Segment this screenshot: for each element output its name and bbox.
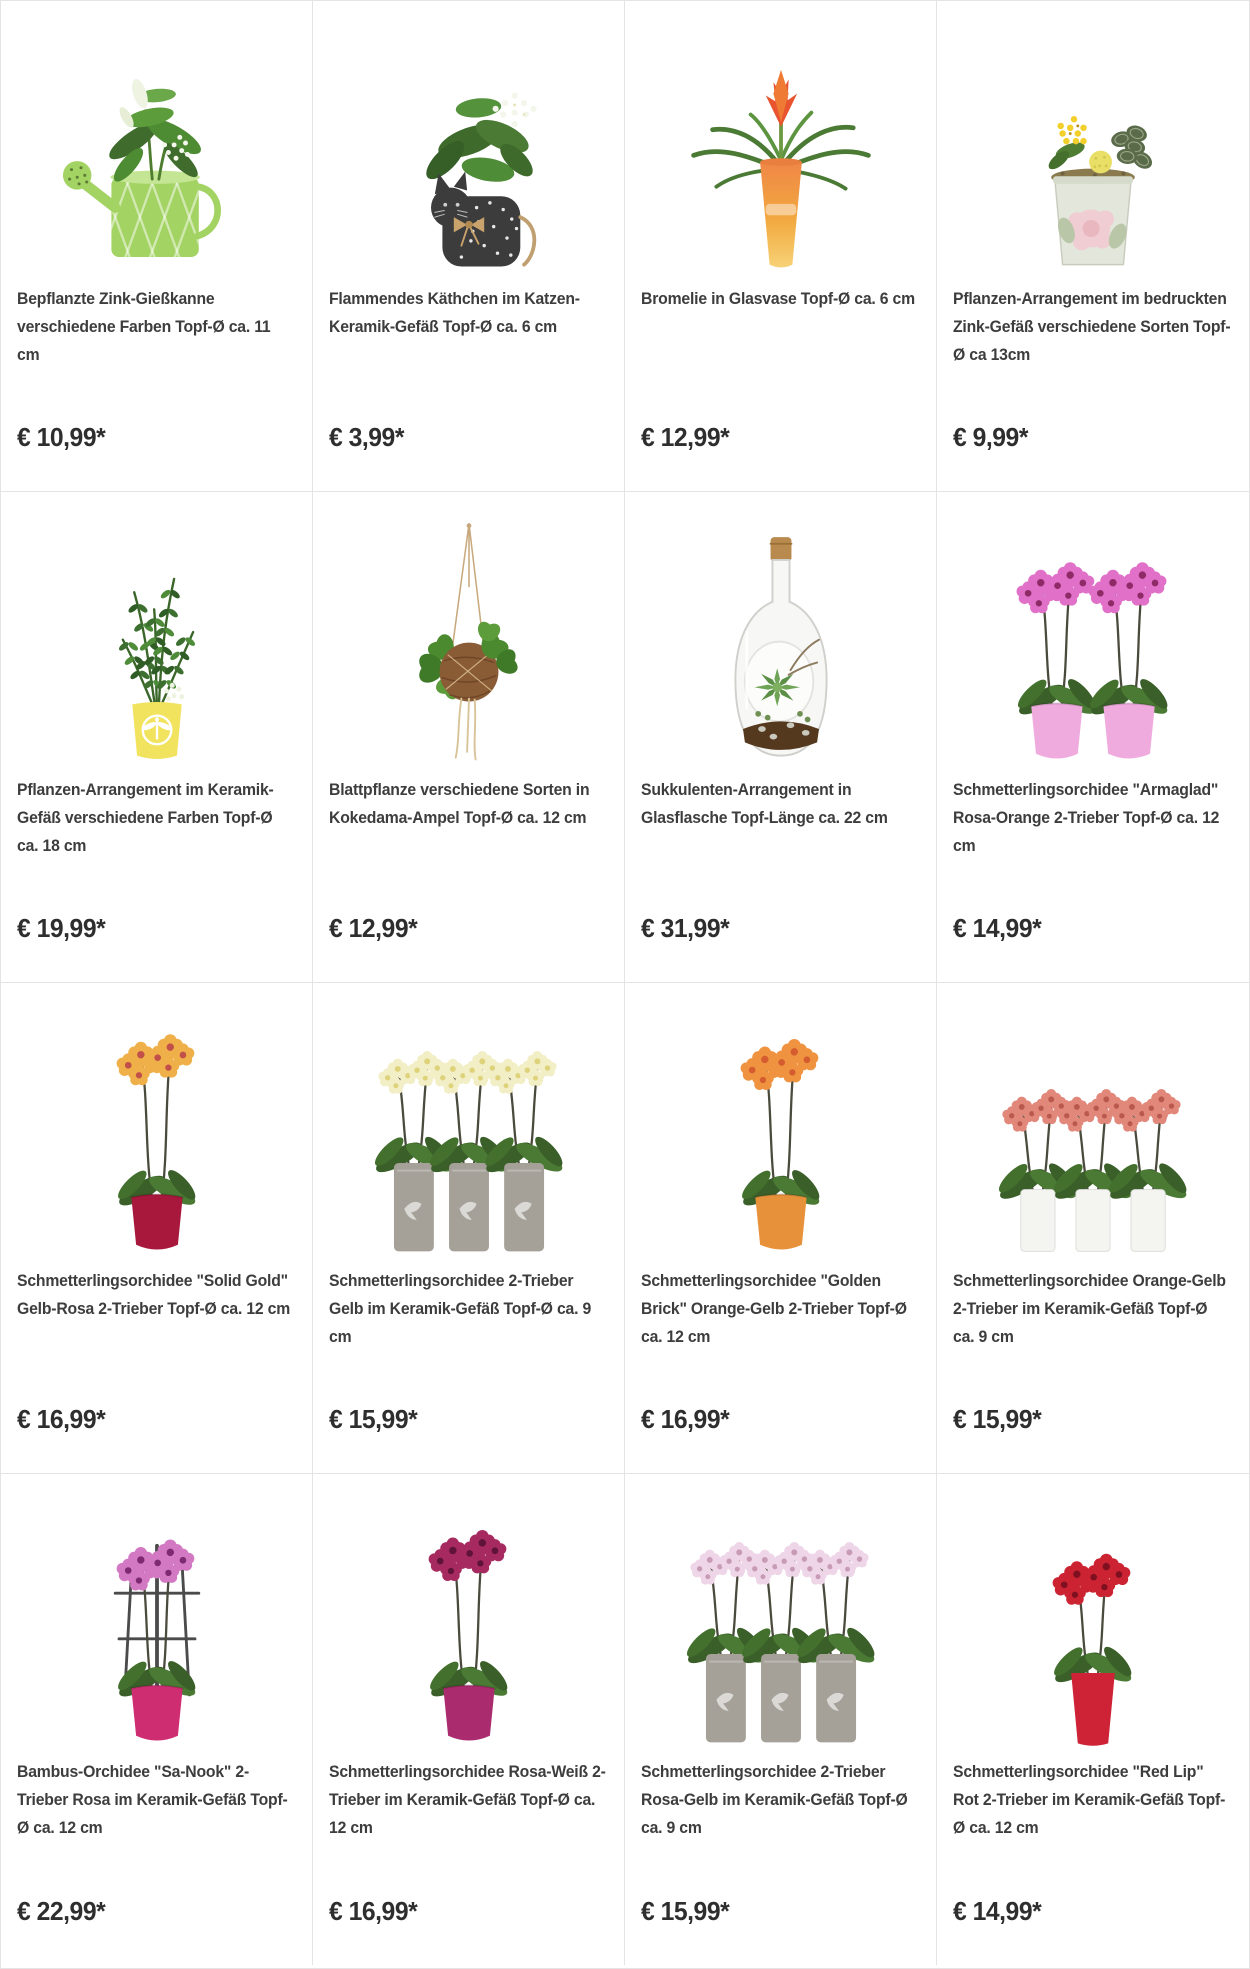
product-photo — [641, 1, 920, 279]
product-title: Bambus-Orchidee "Sa-Nook" 2-Trieber Rosa im Keramik-Gefäß Topf-Ø ca. 12 cm — [17, 1763, 288, 1837]
product-card[interactable] — [1, 492, 313, 983]
product-card[interactable] — [313, 1474, 625, 1965]
product-photo — [17, 983, 296, 1261]
product-title: Schmetterlingsorchidee "Solid Gold" Gelb-Rosa 2-Trieber Topf-Ø ca. 12 cm — [17, 1272, 291, 1318]
product-card[interactable] — [937, 1474, 1249, 1965]
product-photo — [641, 492, 920, 770]
product-photo — [329, 1, 608, 279]
product-card[interactable] — [937, 1, 1249, 492]
product-price: € 16,99* — [329, 1896, 418, 1926]
product-title: Bepflanzte Zink-Gießkanne verschiedene Farben Topf-Ø ca. 11 cm — [17, 290, 271, 364]
zz_pot-illustration — [43, 518, 271, 770]
product-photo — [17, 1, 296, 279]
product-photo — [641, 1474, 920, 1752]
product-card[interactable] — [937, 983, 1249, 1474]
product-title: Schmetterlingsorchidee Rosa-Weiß 2-Trieber im Keramik-Gefäß Topf-Ø ca. 12 cm — [329, 1763, 606, 1837]
product-title: Pflanzen-Arrangement im bedruckten Zink-Gefäß verschiedene Sorten Topf-Ø ca 13cm — [953, 290, 1231, 364]
orchid-illustration — [979, 1500, 1207, 1752]
product-title: Pflanzen-Arrangement im Keramik-Gefäß verschiedene Farben Topf-Ø ca. 18 cm — [17, 781, 274, 855]
product-card[interactable] — [625, 1, 937, 492]
product-card[interactable] — [313, 983, 625, 1474]
product-title: Sukkulenten-Arrangement in Glasflasche Topf-Länge ca. 22 cm — [641, 781, 888, 827]
orchid-illustration — [979, 518, 1207, 770]
product-card[interactable] — [1, 1, 313, 492]
product-title: Blattpflanze verschiedene Sorten in Kokedama-Ampel Topf-Ø ca. 12 cm — [329, 781, 590, 827]
product-photo — [953, 492, 1233, 770]
orchid-illustration — [43, 1009, 271, 1261]
orchid-illustration — [355, 1009, 583, 1261]
product-price: € 12,99* — [641, 422, 730, 452]
product-title: Schmetterlingsorchidee "Red Lip" Rot 2-Trieber im Keramik-Gefäß Topf-Ø ca. 12 cm — [953, 1763, 1226, 1837]
product-photo — [641, 983, 920, 1261]
product-title: Bromelie in Glasvase Topf-Ø ca. 6 cm — [641, 290, 915, 308]
product-photo — [329, 492, 608, 770]
watering_can-illustration — [43, 27, 271, 279]
product-card[interactable] — [313, 1, 625, 492]
product-price: € 15,99* — [953, 1404, 1042, 1434]
product-title: Flammendes Käthchen im Katzen-Keramik-Gefäß Topf-Ø ca. 6 cm — [329, 290, 580, 336]
bromeliad-illustration — [667, 27, 895, 279]
orchid-illustration — [667, 1500, 895, 1752]
product-title: Schmetterlingsorchidee "Golden Brick" Orange-Gelb 2-Trieber Topf-Ø ca. 12 cm — [641, 1272, 907, 1346]
product-title: Schmetterlingsorchidee Orange-Gelb 2-Trieber im Keramik-Gefäß Topf-Ø ca. 9 cm — [953, 1272, 1226, 1346]
product-photo — [953, 1, 1233, 279]
product-card[interactable] — [1, 1474, 313, 1965]
cat_pot-illustration — [355, 27, 583, 279]
zinc_pot-illustration — [979, 27, 1207, 279]
product-photo — [953, 983, 1233, 1261]
product-price: € 10,99* — [17, 422, 106, 452]
kokedama-illustration — [355, 518, 583, 770]
product-photo — [17, 1474, 296, 1752]
product-title: Schmetterlingsorchidee "Armaglad" Rosa-Orange 2-Trieber Topf-Ø ca. 12 cm — [953, 781, 1220, 855]
product-price: € 16,99* — [17, 1404, 106, 1434]
product-card[interactable] — [1, 983, 313, 1474]
orchid-illustration — [667, 1009, 895, 1261]
orchid-illustration — [355, 1500, 583, 1752]
product-photo — [953, 1474, 1233, 1752]
product-photo — [17, 492, 296, 770]
orchid-illustration — [43, 1500, 271, 1752]
product-price: € 22,99* — [17, 1896, 106, 1926]
product-title: Schmetterlingsorchidee 2-Trieber Rosa-Gelb im Keramik-Gefäß Topf-Ø ca. 9 cm — [641, 1763, 908, 1837]
product-price: € 16,99* — [641, 1404, 730, 1434]
product-price: € 9,99* — [953, 422, 1028, 452]
product-card[interactable] — [625, 1474, 937, 1965]
product-photo — [329, 983, 608, 1261]
product-price: € 14,99* — [953, 913, 1042, 943]
product-card[interactable] — [625, 492, 937, 983]
product-price: € 15,99* — [329, 1404, 418, 1434]
product-price: € 19,99* — [17, 913, 106, 943]
product-title: Schmetterlingsorchidee 2-Trieber Gelb im Keramik-Gefäß Topf-Ø ca. 9 cm — [329, 1272, 592, 1346]
product-price: € 31,99* — [641, 913, 730, 943]
product-price: € 3,99* — [329, 422, 404, 452]
product-price: € 15,99* — [641, 1896, 730, 1926]
product-price: € 12,99* — [329, 913, 418, 943]
product-card[interactable] — [313, 492, 625, 983]
product-photo — [329, 1474, 608, 1752]
product-card[interactable] — [937, 492, 1249, 983]
bottle-illustration — [667, 518, 895, 770]
orchid-illustration — [979, 1009, 1207, 1261]
product-card[interactable] — [625, 983, 937, 1474]
product-price: € 14,99* — [953, 1896, 1042, 1926]
